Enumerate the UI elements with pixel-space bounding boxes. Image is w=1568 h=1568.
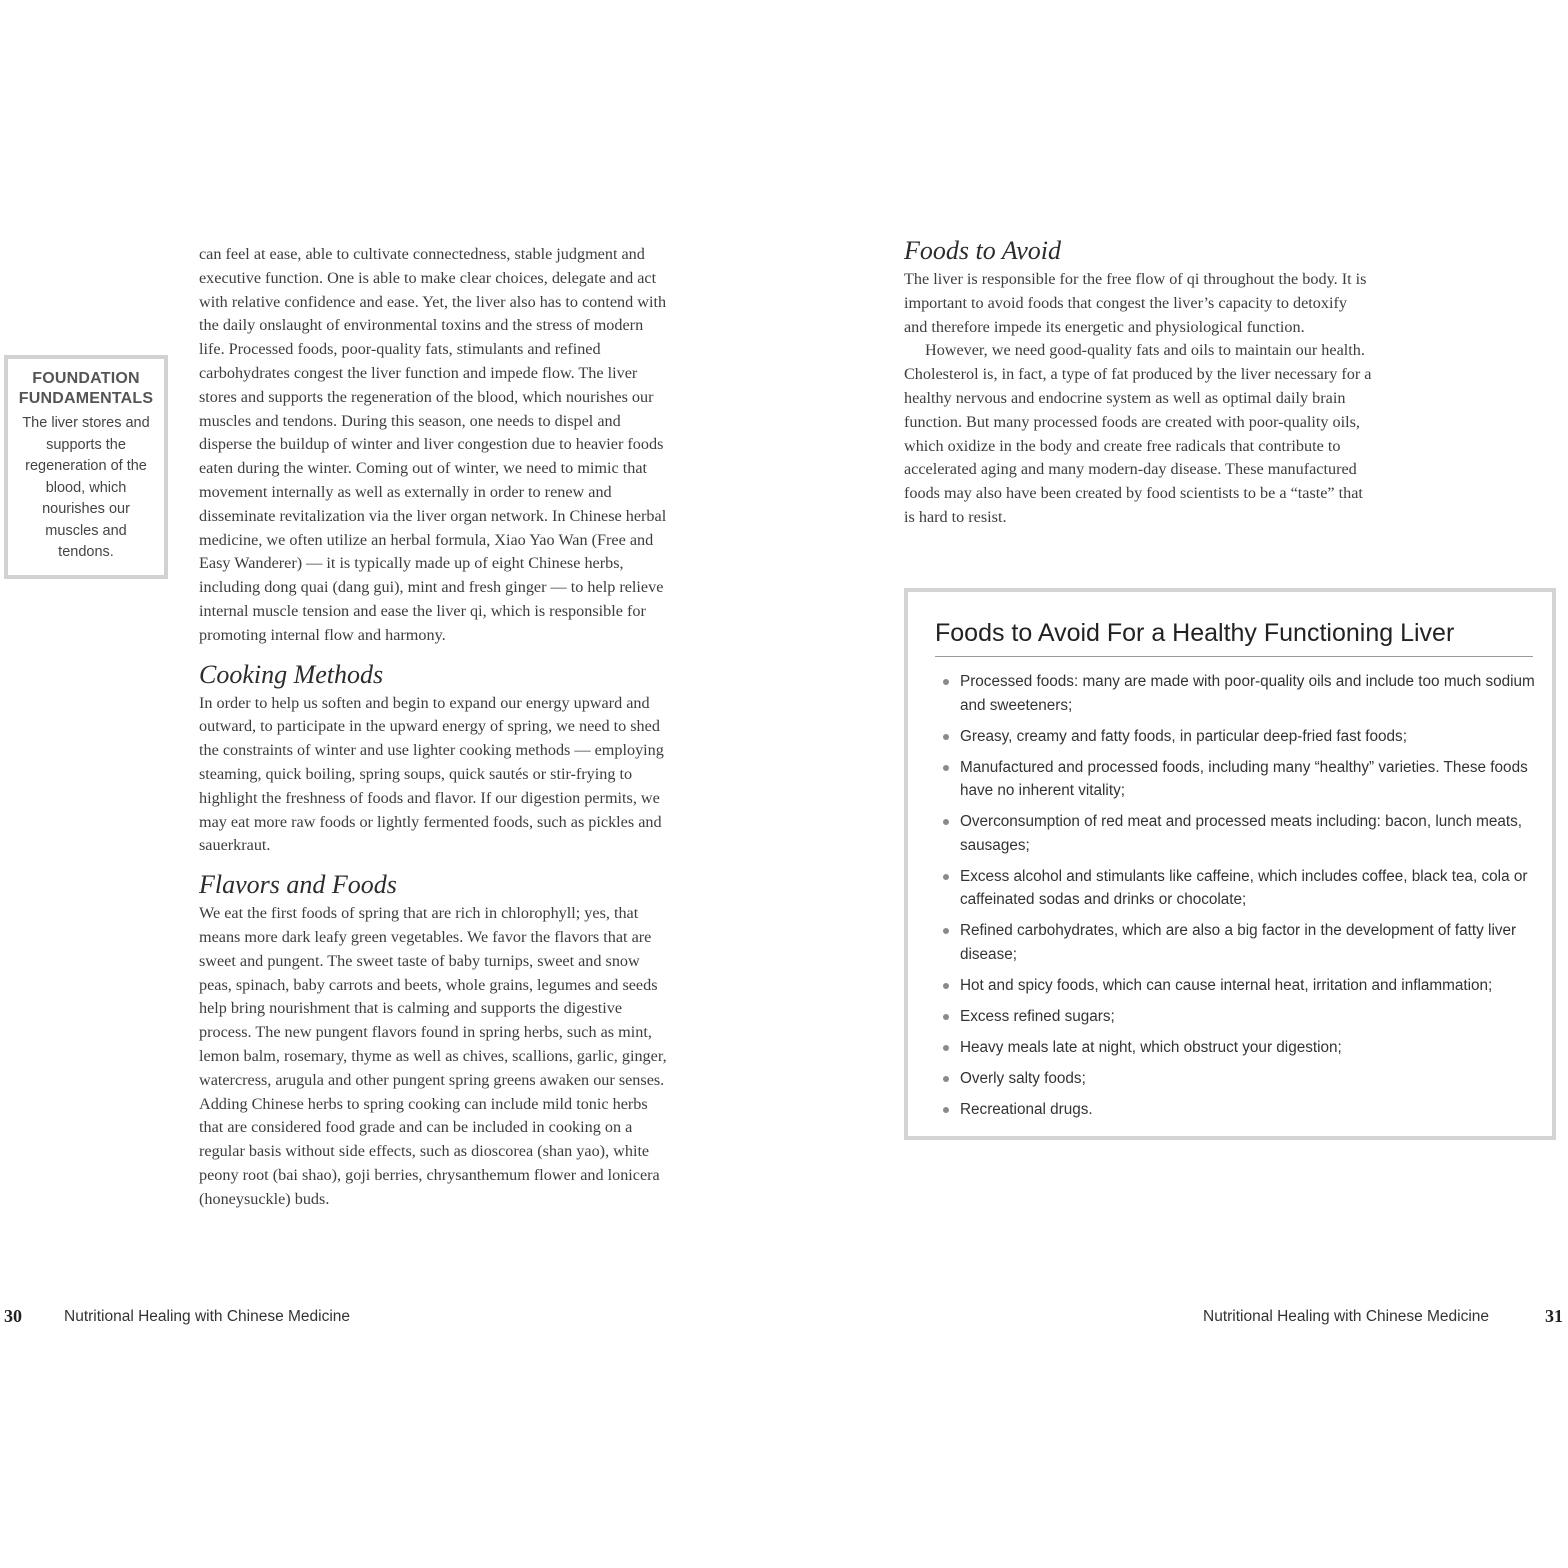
list-item (940, 974, 1540, 998)
foods-to-avoid-heading: Foods to Avoid (904, 236, 1061, 265)
bullet-icon (943, 874, 949, 880)
bullet-icon (943, 734, 949, 740)
bullet-icon (943, 765, 949, 771)
list-item-text: Manufactured and processed foods, including many “healthy” varieties. These foods have no inherent vitality; (960, 758, 1528, 799)
list-item-text: Refined carbohydrates, which are also a big factor in the development of fatty liver disease; (960, 922, 1517, 963)
intro-paragraph: can feel at ease, able to cultivate connectedness, stable judgment and executive function. One is able to make clear choices, delegate and act with relative confidence and ease. Yet, the liver also has to contend with the daily onslaught of environmental toxins and the stress of modern life. Processed foods, poor-quality fats, stimulants and refined carbohydrates congest the liver function and impede flow. The liver stores and supports the regeneration of the blood, which nourishes our muscles and tendons. During this season, one needs to dispel and disperse the buildup of winter and liver congestion due to heavier foods eaten during the winter. Coming out of winter, we need to mimic that movement internally as well as externally in order to renew and disseminate revitalization via the liver organ network. In Chinese herbal medicine, we often utilize an herbal formula, Xiao Yao Wan (Free and Easy Wanderer) — it is typically made up of eight Chinese herbs, including dong quai (dang gui), mint and fresh ginger — to help relieve internal muscle tension and ease the liver qi, which is responsible for promoting internal flow and harmony. (199, 245, 667, 644)
bullet-icon (943, 1014, 949, 1020)
list-item (940, 1036, 1540, 1060)
bullet-icon (943, 1076, 949, 1082)
list-item-text: Heavy meals late at night, which obstruct your digestion; (960, 1038, 1342, 1056)
flavors-foods-heading: Flavors and Foods (199, 870, 397, 900)
list-item (940, 756, 1540, 803)
right-page-number: 31 (1545, 1306, 1563, 1326)
list-item-text: Excess refined sugars; (960, 1007, 1115, 1025)
callout-text: The liver stores and supports the regeneration of the blood, which nourishes our muscles and tendons. (22, 415, 150, 560)
list-item-text: Excess alcohol and stimulants like caffeine, which includes coffee, black tea, cola or caffeinated sodas and drinks or chocolate; (960, 867, 1528, 908)
bullet-icon (943, 1045, 949, 1051)
left-running-title: Nutritional Healing with Chinese Medicine (64, 1308, 351, 1325)
list-item (940, 1005, 1540, 1029)
list-item (940, 865, 1540, 912)
foods-to-avoid-box (904, 588, 1556, 1140)
bullet-icon (943, 983, 949, 989)
cooking-methods-heading: Cooking Methods (199, 659, 384, 689)
bullet-icon (943, 819, 949, 825)
right-running-title: Nutritional Healing with Chinese Medicine (1203, 1308, 1490, 1325)
box-title: Foods to Avoid For a Healthy Functioning Liver (935, 616, 1533, 657)
list-item-text: Greasy, creamy and fatty foods, in particular deep-fried fast foods; (960, 727, 1407, 745)
bullet-icon (943, 679, 949, 685)
bullet-icon (943, 1107, 949, 1113)
list-item-text: Processed foods: many are made with poor-quality oils and include too much sodium and sweeteners; (960, 673, 1535, 714)
left-page-body (199, 243, 669, 1211)
left-page-number: 30 (4, 1306, 22, 1326)
right-page-body (904, 234, 1374, 530)
list-item (940, 919, 1540, 966)
foundation-fundamentals-callout (4, 355, 168, 579)
list-item-text: Overly salty foods; (960, 1069, 1086, 1087)
list-item-text: Overconsumption of red meat and processed meats including: bacon, lunch meats, sausages; (960, 813, 1523, 854)
list-item-text: Recreational drugs. (960, 1100, 1093, 1118)
bullet-icon (943, 928, 949, 934)
list-item (940, 1098, 1540, 1122)
foods-list (940, 670, 1540, 1129)
list-item (940, 1067, 1540, 1091)
list-item-text: Hot and spicy foods, which can cause internal heat, irritation and inflammation; (960, 976, 1493, 994)
callout-title: FOUNDATION FUNDAMENTALS (18, 370, 154, 407)
list-item (940, 670, 1540, 717)
foods-to-avoid-paragraph-2: However, we need good-quality fats and oils to maintain our health. Cholesterol is, in fact, a type of fat produced by the liver necessary for a healthy nervous and endocrine system as well as optimal daily brain function. But many processed foods are created with poor-quality oils, which oxidize in the body and create free radicals that contribute to accelerated aging and many modern-day disease. These manufactured foods may also have been created by food scientists to be a “taste” that is hard to resist. (904, 341, 1372, 526)
foods-to-avoid-paragraph-1: The liver is responsible for the free flow of qi throughout the body. It is important to avoid foods that congest the liver’s capacity to detoxify and therefore impede its energetic and physiological function. (904, 270, 1367, 336)
list-item (940, 810, 1540, 857)
cooking-methods-paragraph: In order to help us soften and begin to expand our energy upward and outward, to participate in the upward energy of spring, we need to shed the constraints of winter and use lighter cooking methods — employing steaming, quick boiling, spring soups, quick sautés or stir-frying to highlight the freshness of foods and flavor. If our digestion permits, we may eat more raw foods or lightly fermented foods, such as pickles and sauerkraut. (199, 693, 664, 855)
flavors-foods-paragraph: We eat the first foods of spring that are rich in chlorophyll; yes, that means more dark leafy green vegetables. We favor the flavors that are sweet and pungent. The sweet taste of baby turnips, sweet and snow peas, spinach, baby carrots and beets, whole grains, legumes and seeds help bring nourishment that is calming and supports the digestive process. The new pungent flavors found in spring herbs, such as mint, lemon balm, rosemary, thyme as well as chives, scallions, garlic, ginger, watercress, arugula and other pungent spring greens awaken our senses. Adding Chinese herbs to spring cooking can include mild tonic herbs that are considered food grade and can be included in cooking on a regular basis without side effects, such as dioscorea (shan yao), white peony root (bai shao), goji berries, chrysanthemum flower and lonicera (honeysuckle) buds. (199, 904, 667, 1208)
list-item (940, 725, 1540, 749)
